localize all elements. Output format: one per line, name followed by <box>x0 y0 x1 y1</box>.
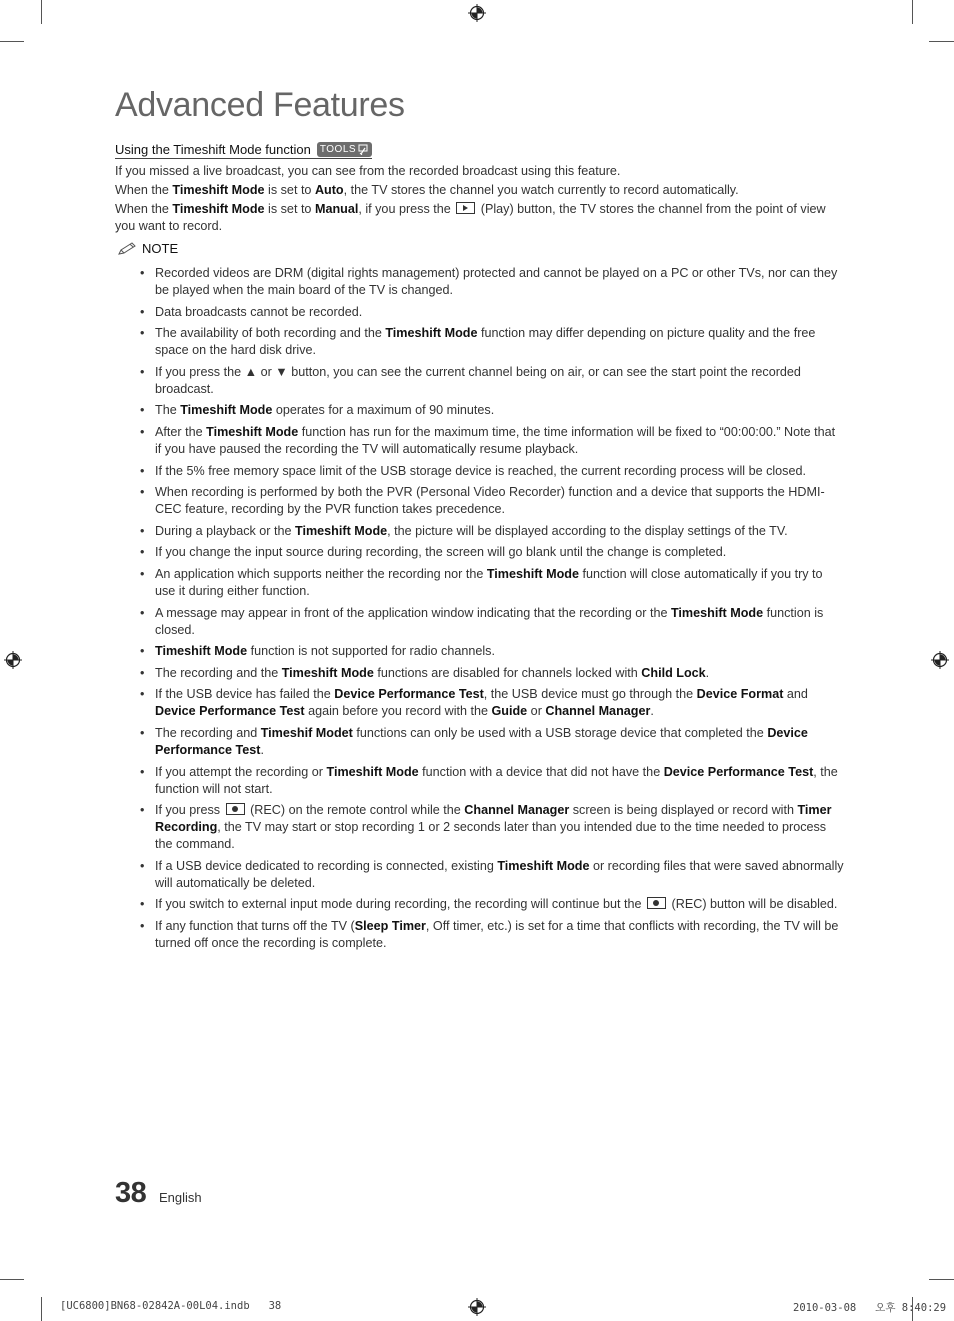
text-run: An application which supports neither the recording nor the <box>155 566 487 581</box>
list-item <box>139 665 844 682</box>
list-item <box>139 364 844 398</box>
text-run: The recording and <box>155 725 261 740</box>
print-slug-file: [UC6800]BN68-02842A-00L04.indb 38 <box>60 1300 282 1312</box>
crosshair-circle-icon <box>931 651 949 669</box>
text-run: . <box>650 704 654 719</box>
crop-mark-bottom-right-h <box>929 1279 954 1280</box>
bold-term: Guide <box>491 704 528 719</box>
list-item <box>139 402 844 419</box>
text-run: , the function will not start. <box>155 764 838 796</box>
text-run: operates for a maximum of 90 minutes. <box>272 403 495 418</box>
print-slug-timestamp: 2010-03-08 오후 8:40:29 <box>793 1302 947 1314</box>
bold-term: Timeshift Mode <box>172 183 265 197</box>
page-number: 38 <box>115 1177 147 1209</box>
section-heading-text: Using the Timeshift Mode function <box>115 142 311 157</box>
text-run: or <box>527 704 546 719</box>
text-run: (Play) button, the TV stores the channel from the point of view you want to record. <box>115 202 826 233</box>
text-run: If you press <box>155 803 224 818</box>
crosshair-circle-icon <box>4 651 22 669</box>
crop-mark-top-left-h <box>0 41 24 42</box>
text-run: The <box>155 403 181 418</box>
text-run: If the 5% free memory space limit of the USB storage device is reached, the current recording process will be closed. <box>155 463 806 478</box>
text-run: , the picture will be displayed according to the display settings of the TV. <box>387 523 788 538</box>
rec-icon <box>647 897 666 909</box>
page-language: English <box>159 1190 202 1205</box>
note-label: NOTE <box>142 241 179 256</box>
crop-mark-top-right-v <box>912 0 913 24</box>
note-list <box>139 265 844 956</box>
text-run: is set to <box>264 183 315 197</box>
text-run: function has run for the maximum time, the time information will be fixed to “00:00:00.” Note that if you have paused the recording the TV will automatically resume playback. <box>155 424 836 456</box>
text-run: , if you press the <box>358 202 455 216</box>
rec-icon <box>226 803 245 815</box>
text-run: When the <box>115 202 173 216</box>
crop-mark-top-right-h <box>929 41 954 42</box>
text-run: or recording files that were saved abnormally will automatically be deleted. <box>155 858 844 890</box>
text-run: If you switch to external input mode during recording, the recording will continue but the <box>155 897 646 912</box>
crosshair-circle-icon <box>468 1298 486 1316</box>
text-run: and <box>783 687 808 702</box>
list-item <box>139 725 844 759</box>
pencil-icon <box>117 242 137 256</box>
text-run: functions can only be used with a USB storage device that completed the <box>352 725 768 740</box>
bold-term: Timeshift Mode <box>172 202 265 216</box>
text-run: , the TV stores the channel you watch currently to record automatically. <box>343 183 739 197</box>
intro-text <box>115 163 840 237</box>
list-item <box>139 686 844 720</box>
list-item <box>139 802 844 853</box>
list-item <box>139 858 844 892</box>
bold-term: Timeshift Mode <box>295 523 388 538</box>
crop-mark-bottom-left-h <box>0 1279 24 1280</box>
text-run: function is not supported for radio channels. <box>247 644 495 659</box>
text-run: . <box>260 742 264 757</box>
text-run: A message may appear in front of the application window indicating that the recording or the <box>155 605 671 620</box>
list-item <box>139 764 844 798</box>
text-run: , the TV may start or stop recording 1 or 2 seconds later than you intended due to the time needed to process the command. <box>155 820 827 852</box>
text-run: screen is being displayed or record with <box>569 803 798 818</box>
bold-term: Timeshift Mode <box>206 424 299 439</box>
text-run: If you attempt the recording or <box>155 764 327 779</box>
intro-line-2 <box>115 182 840 199</box>
text-run: , the USB device must go through the <box>483 687 697 702</box>
text-run: If any function that turns off the TV ( <box>155 918 355 933</box>
text-run: function will close automatically if you try to use it during either function. <box>155 566 823 598</box>
tools-badge-label: TOOLS <box>319 144 357 155</box>
bold-term: Timeshift Mode <box>180 403 273 418</box>
list-item <box>139 325 844 359</box>
text-run: The availability of both recording and the <box>155 326 386 341</box>
list-item <box>139 424 844 458</box>
bold-term: Device Performance Test <box>334 687 484 702</box>
list-item <box>139 566 844 600</box>
bold-term: Timeshift Mode <box>155 644 248 659</box>
bold-term: Timeshif Modet <box>260 725 353 740</box>
text-run: If you press the ▲ or ▼ button, you can see the current channel being on air, or can see the start point the recorded broadcast. <box>155 364 801 396</box>
text-run: If a USB device dedicated to recording is connected, existing <box>155 858 498 873</box>
bold-term: Timeshift Mode <box>385 326 478 341</box>
crop-mark-top-left-v <box>41 0 42 24</box>
bold-term: Device Performance Test <box>663 764 814 779</box>
intro-line-3 <box>115 201 840 235</box>
bold-term: Child Lock <box>641 665 706 680</box>
bold-term: Device Performance Test <box>155 725 808 757</box>
text-run: (REC) on the remote control while the <box>246 803 465 818</box>
list-item <box>139 643 844 660</box>
crosshair-circle-icon <box>468 4 486 22</box>
bold-term: Manual <box>314 202 359 216</box>
bold-term: Auto <box>314 183 344 197</box>
text-run: function is closed. <box>155 605 824 637</box>
list-item <box>139 896 844 913</box>
text-run: The recording and the <box>155 665 282 680</box>
list-item <box>139 484 844 518</box>
text-run: When the <box>115 183 173 197</box>
bold-term: Channel Manager <box>464 803 570 818</box>
list-item <box>139 265 844 299</box>
text-run: functions are disabled for channels locked with <box>373 665 642 680</box>
text-run: If the USB device has failed the <box>155 687 335 702</box>
list-item <box>139 304 844 321</box>
bold-term: Timeshift Mode <box>497 858 590 873</box>
bold-term: Channel Manager <box>545 704 651 719</box>
bold-term: Timeshift Mode <box>326 764 419 779</box>
bold-term: Sleep Timer <box>354 918 426 933</box>
list-item <box>139 463 844 480</box>
text-run: Data broadcasts cannot be recorded. <box>155 304 363 319</box>
text-run: After the <box>155 424 207 439</box>
text-run: is set to <box>264 202 315 216</box>
bold-term: Timeshift Mode <box>281 665 374 680</box>
text-run: During a playback or the <box>155 523 296 538</box>
note-heading <box>117 241 178 256</box>
list-item <box>139 605 844 639</box>
bold-term: Timer Recording <box>155 803 832 835</box>
list-item <box>139 523 844 540</box>
text-run: function may differ depending on picture quality and the free space on the hard disk drive. <box>155 326 816 358</box>
list-item <box>139 918 844 952</box>
text-run: If you change the input source during recording, the screen will go blank until the change is completed. <box>155 545 727 560</box>
text-run: (REC) button will be disabled. <box>668 897 838 912</box>
bold-term: Device Performance Test <box>155 704 305 719</box>
crop-mark-bottom-left-v <box>41 1297 42 1321</box>
intro-line-1: If you missed a live broadcast, you can see from the recorded broadcast using this feature. <box>115 164 621 178</box>
bold-term: Timeshift Mode <box>486 566 579 581</box>
tools-remote-icon <box>358 144 369 155</box>
play-icon <box>456 202 475 214</box>
text-run: again before you record with the <box>304 704 492 719</box>
bold-term: Device Format <box>696 687 784 702</box>
bold-term: Timeshift Mode <box>670 605 764 620</box>
page-title: Advanced Features <box>115 86 405 124</box>
text-run: Recorded videos are DRM (digital rights management) protected and cannot be played on a PC or other TVs, nor can they be played when the main board of the TV is changed. <box>155 266 838 297</box>
text-run: . <box>705 665 710 680</box>
list-item <box>139 544 844 561</box>
tools-badge <box>317 142 372 157</box>
section-heading <box>115 142 372 159</box>
text-run: When recording is performed by both the PVR (Personal Video Recorder) function and a device that supports the HDMI-CEC feature, recording by the PVR function takes precedence. <box>155 485 825 517</box>
text-run: function with a device that did not have the <box>418 764 664 779</box>
text-run: , Off timer, etc.) is set for a time that conflicts with recording, the TV will be turned off once the recording is complete. <box>155 918 839 950</box>
